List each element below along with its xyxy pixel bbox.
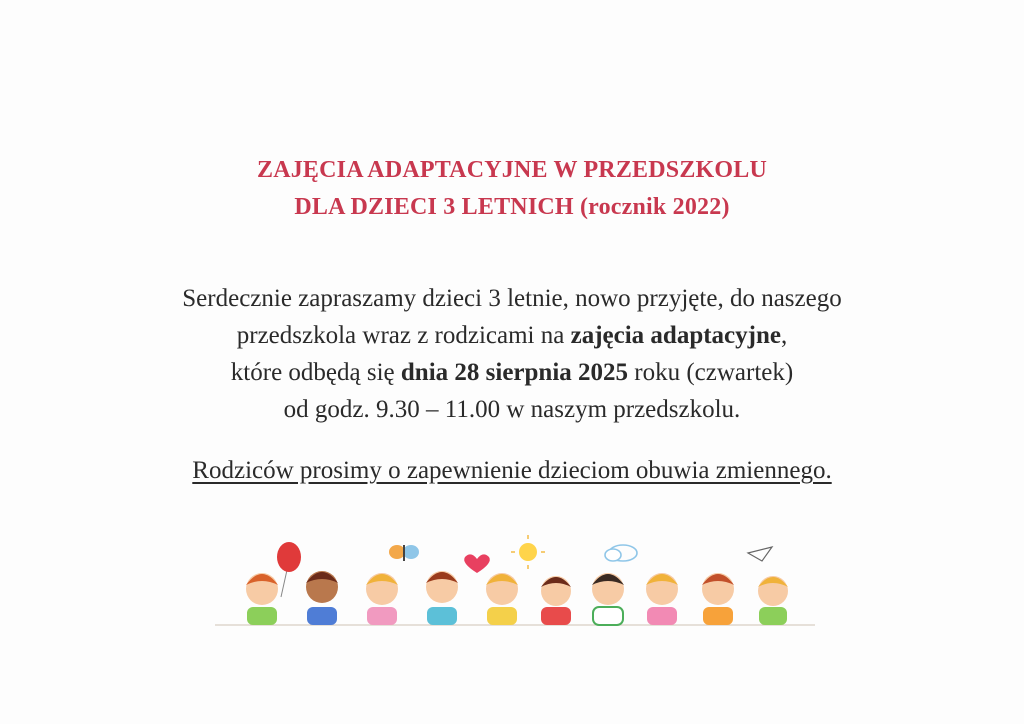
paper-plane-icon [748, 547, 772, 561]
page-title [0, 152, 1024, 226]
child-3 [366, 573, 398, 625]
activity-name: zajęcia adaptacyjne [570, 322, 781, 349]
title-line-1: ZAJĘCIA ADAPTACYJNE W PRZEDSZKOLU [256, 157, 768, 183]
shoes-note [0, 452, 1024, 489]
child-8 [646, 573, 678, 625]
child-5 [486, 573, 518, 625]
cloud-icon [605, 545, 637, 561]
invitation-line-3 [0, 354, 1024, 391]
title-line-2: DLA DZIECI 3 LETNICH (rocznik 2022) [294, 194, 730, 220]
child-1 [246, 573, 278, 625]
heart-icon [464, 554, 490, 573]
child-7 [592, 573, 624, 625]
invitation-line-4: od godz. 9.30 – 11.00 w naszym przedszkolu. [283, 396, 741, 423]
invitation-line-2 [0, 317, 1024, 354]
line-3-day: roku (czwartek) [628, 359, 794, 386]
child-6 [541, 576, 571, 625]
sun-icon [511, 535, 545, 569]
child-10 [758, 576, 788, 625]
line-3-text: które odbędą się [230, 359, 401, 386]
invitation-text [0, 280, 1024, 428]
line-2-comma: , [780, 322, 788, 349]
children-illustration [215, 525, 815, 635]
child-4 [426, 571, 458, 625]
child-9 [702, 573, 734, 625]
event-date: dnia 28 sierpnia 2025 [400, 359, 629, 386]
butterfly-icon [389, 545, 419, 561]
invitation-line-1: Serdecznie zapraszamy dzieci 3 letnie, nowo przyjęte, do naszego [182, 285, 842, 312]
line-2-text: przedszkola wraz z rodzicami na [236, 322, 571, 349]
shoes-note-text: Rodziców prosimy o zapewnienie dzieciom obuwia zmiennego. [192, 457, 832, 484]
child-2 [306, 571, 338, 625]
balloon-icon [277, 542, 301, 597]
